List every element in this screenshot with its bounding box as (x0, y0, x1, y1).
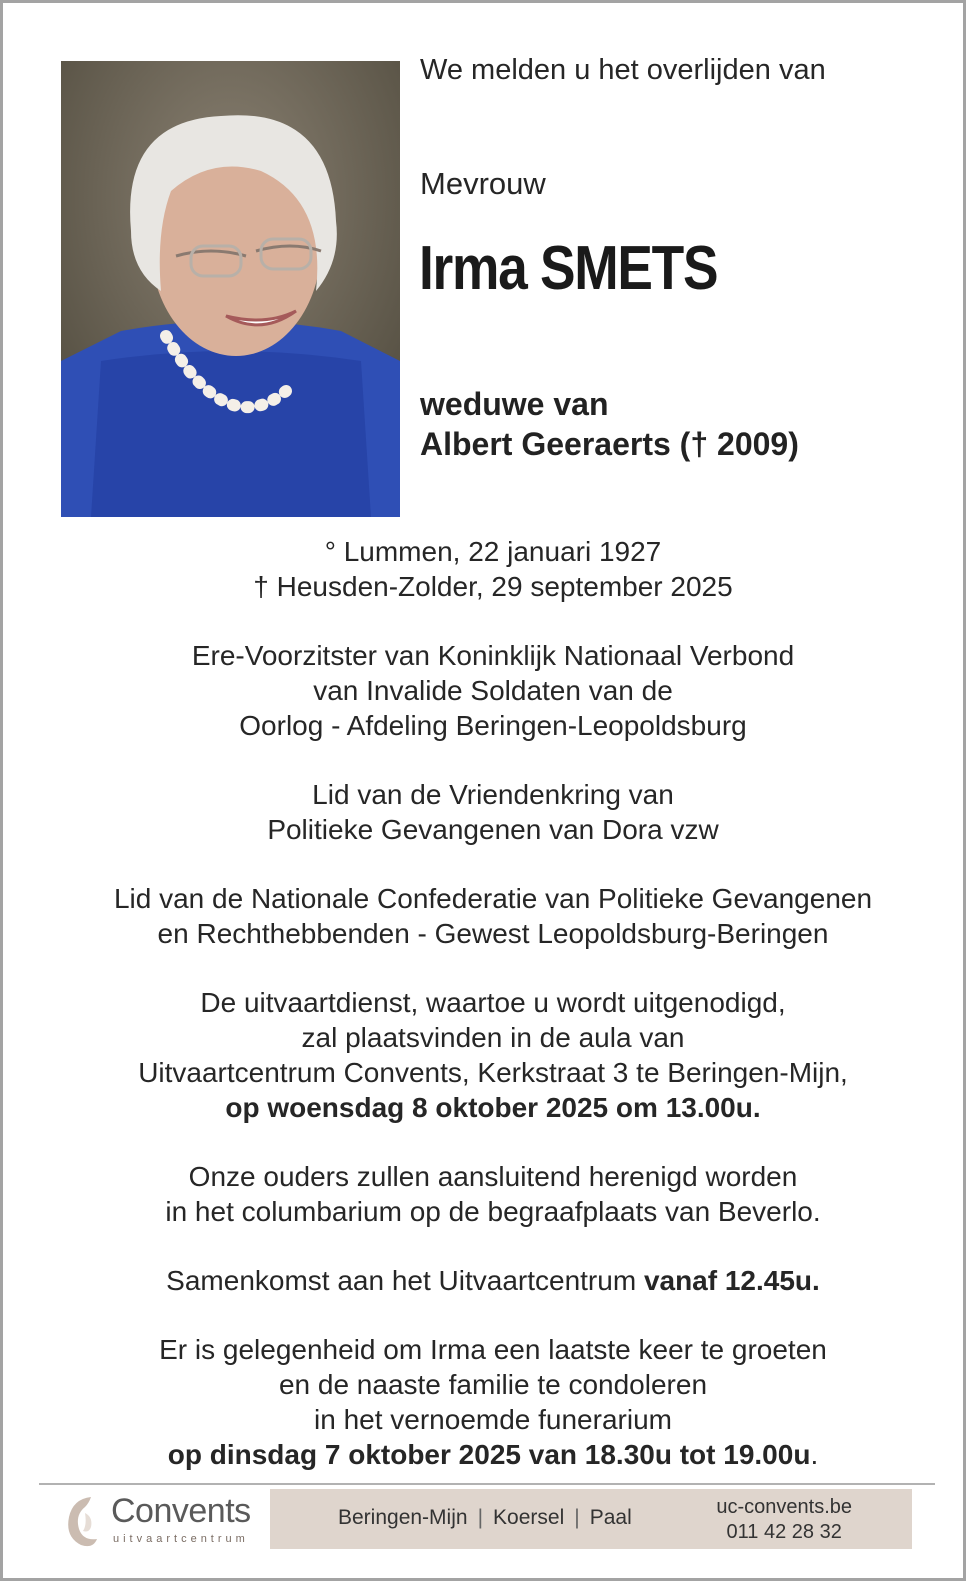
visitation-line: in het vernoemde funerarium (314, 1404, 672, 1435)
footer-banner (270, 1489, 912, 1549)
obituary-body (43, 534, 943, 1506)
membership-paragraph (43, 777, 943, 847)
life-dates (43, 534, 943, 604)
logo-name: Convents (111, 1492, 251, 1530)
visitation-date-line (43, 1437, 943, 1472)
contact-info (716, 1495, 852, 1545)
columbarium-paragraph (43, 1159, 943, 1229)
honor-line: van Invalide Soldaten van de (313, 675, 673, 706)
columbarium-line: Onze ouders zullen aansluitend herenigd worden (188, 1161, 798, 1192)
spouse-name: Albert Geeraerts († 2009) (420, 426, 799, 462)
location-item: Beringen-Mijn (338, 1506, 468, 1529)
gathering-line (43, 1263, 943, 1298)
spouse-label: weduwe van (420, 386, 609, 422)
membership-line: Lid van de Nationale Confederatie van Politieke Gevangenen (113, 883, 873, 914)
service-line: zal plaatsvinden in de aula van (301, 1022, 685, 1053)
gathering-paragraph (43, 1263, 943, 1298)
visitation-line: en de naaste familie te condoleren (278, 1369, 708, 1400)
portrait-photo (61, 61, 400, 517)
location-separator: | (477, 1506, 484, 1529)
location-separator: | (574, 1506, 580, 1529)
visitation-line: Er is gelegenheid om Irma een laatste keer te groeten (159, 1334, 827, 1365)
service-line: Uitvaartcentrum Convents, Kerkstraat 3 te Beringen-Mijn, (138, 1057, 848, 1088)
membership-paragraph (43, 881, 943, 951)
columbarium-line: in het columbarium op de begraafplaats van Beverlo. (165, 1196, 821, 1227)
announcement-intro: We melden u het overlijden van (420, 54, 826, 86)
gathering-text: Samenkomst aan het Uitvaartcentrum (166, 1265, 644, 1296)
deceased-name: Irma SMETS (419, 234, 718, 303)
honorific: Mevrouw (420, 166, 546, 201)
visitation-date: op dinsdag 7 oktober 2025 van 18.30u tot 19.00u (167, 1439, 811, 1470)
location-item: Paal (589, 1506, 632, 1529)
logo-mark-icon (63, 1493, 103, 1549)
website-link[interactable]: uc-convents.be (716, 1496, 852, 1518)
visitation-end: . (810, 1439, 819, 1470)
honor-line: Oorlog - Afdeling Beringen-Leopoldsburg (239, 710, 747, 741)
honor-line: Ere-Voorzitster van Koninklijk Nationaal Verbond (191, 640, 795, 671)
visitation-paragraph (43, 1332, 943, 1472)
logo-subtitle: uitvaartcentrum (113, 1533, 249, 1545)
membership-line: Politieke Gevangenen van Dora vzw (267, 814, 719, 845)
birth-line: ° Lummen, 22 januari 1927 (324, 536, 662, 567)
footer-divider (39, 1483, 935, 1485)
honor-paragraph (43, 638, 943, 743)
death-line: † Heusden-Zolder, 29 september 2025 (253, 571, 733, 602)
locations-list (338, 1506, 632, 1530)
service-date: op woensdag 8 oktober 2025 om 13.00u. (225, 1092, 761, 1123)
location-item: Koersel (493, 1506, 565, 1529)
spouse-info (420, 384, 799, 464)
service-line: De uitvaartdienst, waartoe u wordt uitgenodigd, (200, 987, 786, 1018)
funeral-home-logo (63, 1491, 268, 1555)
membership-line: Lid van de Vriendenkring van (312, 779, 674, 810)
membership-line: en Rechthebbenden - Gewest Leopoldsburg-Beringen (157, 918, 829, 949)
service-paragraph (43, 985, 943, 1125)
phone-number: 011 42 28 32 (726, 1521, 842, 1543)
gathering-time: vanaf 12.45u. (643, 1265, 820, 1296)
